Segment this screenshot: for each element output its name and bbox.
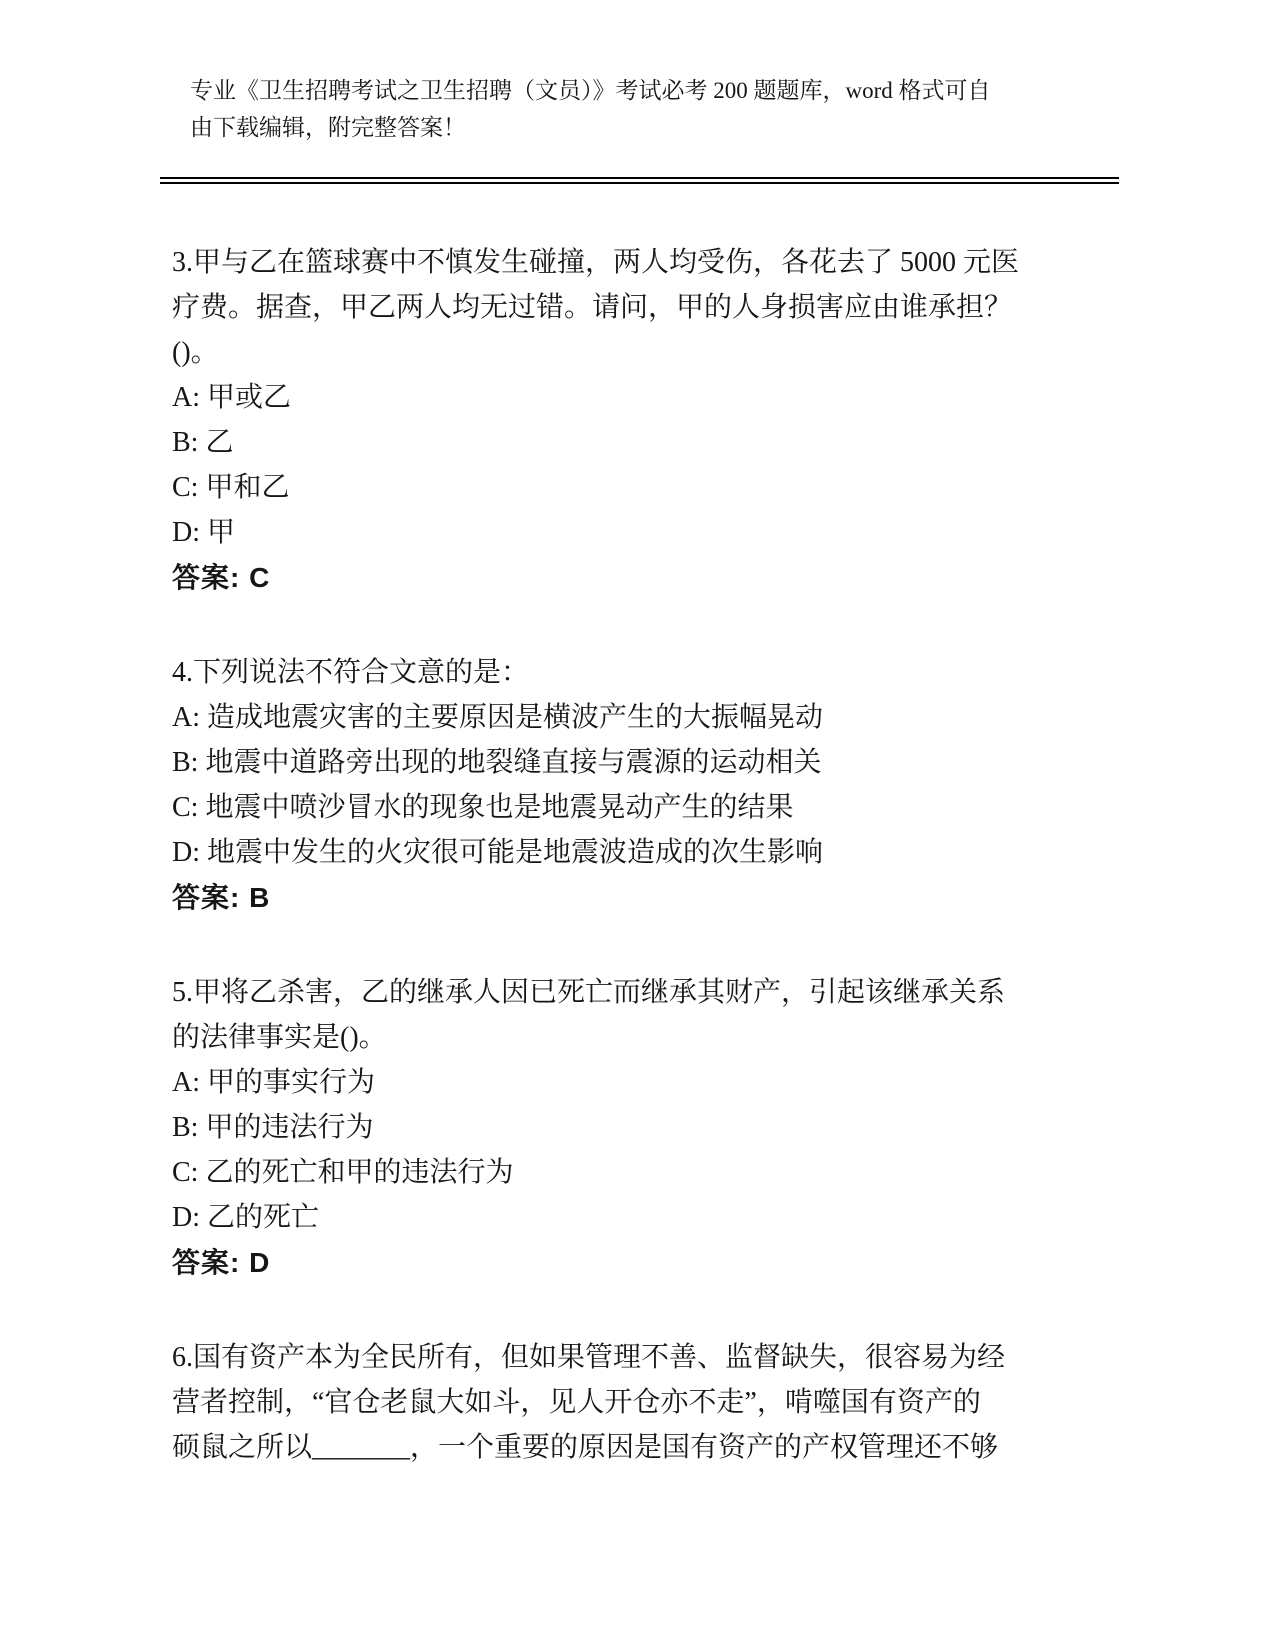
question-stem-line: 6.国有资产本为全民所有，但如果管理不善、监督缺失，很容易为经 [172,1342,1006,1373]
answer-line: 答案: D [172,1247,271,1278]
option-line: A: 甲或乙 [172,382,292,413]
question-stem-line: 硕鼠之所以_______，一个重要的原因是国有资产的产权管理还不够 [172,1432,999,1463]
questions [172,240,1107,1470]
question-stem-line: 营者控制，“官仓老鼠大如斗，见人开仓亦不走”，啃噬国有资产的 [172,1387,981,1418]
question-stem-line: 5.甲将乙杀害，乙的继承人因已死亡而继承其财产，引起该继承关系 [172,977,1006,1008]
option-line: C: 乙的死亡和甲的违法行为 [172,1157,514,1188]
option-line: C: 地震中喷沙冒水的现象也是地震晃动产生的结果 [172,792,794,823]
option-line: D: 地震中发生的火灾很可能是地震波造成的次生影响 [172,837,824,868]
question-stem-line: ()。 [172,337,219,368]
option-line: A: 甲的事实行为 [172,1067,376,1098]
header-line: 专业《卫生招聘考试之卫生招聘（文员）》考试必考 200 题题库，word 格式可自 [190,78,991,103]
header-line: 由下载编辑，附完整答案！ [190,115,466,140]
option-line: D: 甲 [172,517,236,548]
option-line: D: 乙的死亡 [172,1202,320,1233]
question-stem-line: 3.甲与乙在篮球赛中不慎发生碰撞，两人均受伤，各花去了 5000 元医 [172,247,1020,278]
answer-line: 答案: C [172,562,271,593]
question-stem-line: 的法律事实是()。 [172,1022,387,1053]
question-stem-line: 疗费。据查，甲乙两人均无过错。请问，甲的人身损害应由谁承担？ [172,292,1013,323]
answer-line: 答案: B [172,882,271,913]
option-line: B: 乙 [172,427,234,458]
question-block-3 [172,240,1107,600]
question-stem-line: 4.下列说法不符合文意的是： [172,657,530,688]
page-header [172,72,1107,146]
header-divider-rule [160,177,1119,184]
question-block-5 [172,970,1107,1285]
option-line: C: 甲和乙 [172,472,290,503]
option-line: B: 地震中道路旁出现的地裂缝直接与震源的运动相关 [172,747,822,778]
option-line: B: 甲的违法行为 [172,1112,374,1143]
option-line: A: 造成地震灾害的主要原因是横波产生的大振幅晃动 [172,702,824,733]
question-block-4 [172,650,1107,920]
question-block-6 [172,1335,1107,1470]
